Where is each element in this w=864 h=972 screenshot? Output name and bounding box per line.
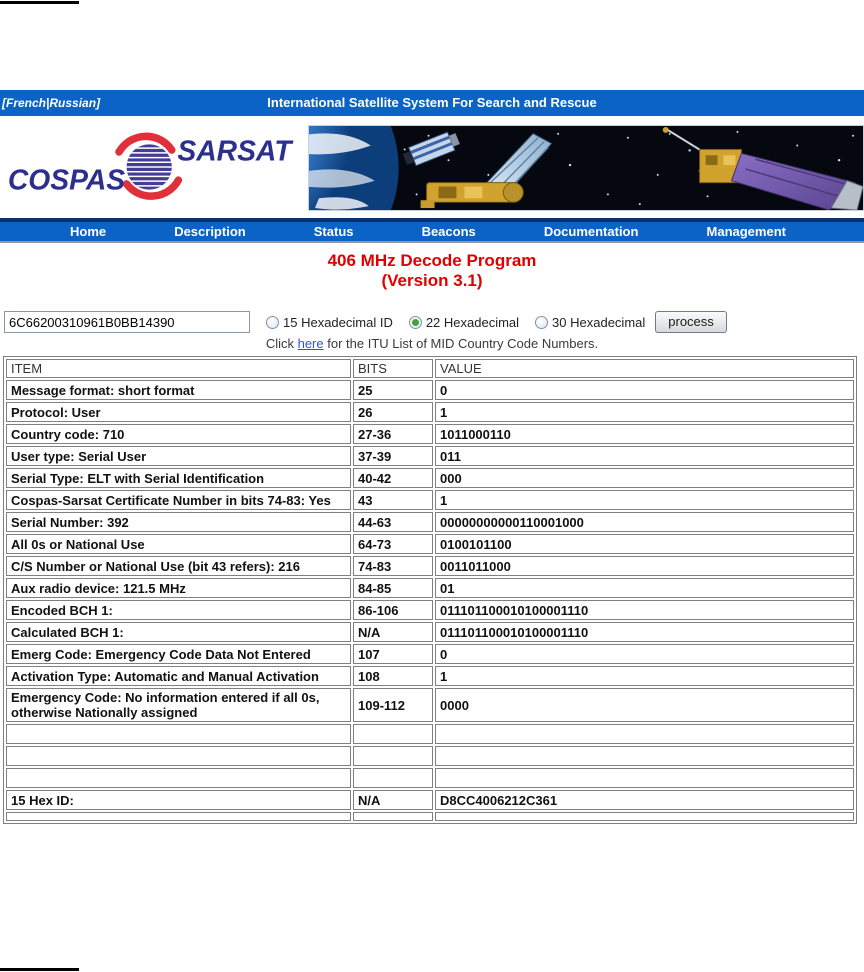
page-title-line1: 406 MHz Decode Program [327, 251, 537, 270]
table-cell: User type: Serial User [6, 446, 351, 466]
main-nav [0, 218, 864, 243]
table-cell: 1 [435, 402, 854, 422]
table-cell: 0 [435, 644, 854, 664]
table-cell: 107 [353, 644, 433, 664]
page-title-line2: (Version 3.1) [381, 271, 483, 290]
table-cell: Encoded BCH 1: [6, 600, 351, 620]
table-row [6, 578, 854, 598]
table-row [6, 790, 854, 810]
russian-link[interactable]: Russian [49, 96, 97, 110]
table-cell: 1 [435, 666, 854, 686]
table-row [6, 812, 854, 821]
table-row [6, 724, 854, 744]
table-cell: 74-83 [353, 556, 433, 576]
header-bar [0, 90, 864, 116]
earth [309, 126, 399, 210]
table-cell: Serial Type: ELT with Serial Identification [6, 468, 351, 488]
table-row [6, 424, 854, 444]
table-cell: 109-112 [353, 688, 433, 722]
table-cell: Cospas-Sarsat Certificate Number in bits 74-83: Yes [6, 490, 351, 510]
table-cell: 86-106 [353, 600, 433, 620]
column-header: ITEM [6, 359, 351, 378]
nav-item-description[interactable]: Description [174, 224, 246, 239]
table-cell [6, 746, 351, 766]
table-cell: 1 [435, 490, 854, 510]
table-cell [435, 724, 854, 744]
itu-suffix: for the ITU List of MID Country Code Numbers. [323, 336, 599, 351]
table-cell [353, 768, 433, 788]
table-cell: Emerg Code: Emergency Code Data Not Entered [6, 644, 351, 664]
table-cell: 011101100010100001110 [435, 600, 854, 620]
radio-button-icon [535, 316, 548, 329]
table-cell: 44-63 [353, 512, 433, 532]
table-cell [353, 812, 433, 821]
process-button[interactable]: process [655, 311, 727, 333]
table-row [6, 402, 854, 422]
language-links [2, 96, 100, 110]
table-cell: 01 [435, 578, 854, 598]
radio-button-icon [409, 316, 422, 329]
table-cell [6, 812, 351, 821]
bottom-horizontal-rule [0, 968, 79, 971]
table-cell: 1011000110 [435, 424, 854, 444]
table-cell: 37-39 [353, 446, 433, 466]
separator: | [46, 96, 50, 110]
nav-item-home[interactable]: Home [70, 224, 107, 239]
table-row [6, 768, 854, 788]
table-cell: 25 [353, 380, 433, 400]
table-row [6, 746, 854, 766]
table-row [6, 644, 854, 664]
table-cell [435, 746, 854, 766]
decode-table-body [6, 359, 854, 821]
radio-button-icon [266, 316, 279, 329]
table-cell: 84-85 [353, 578, 433, 598]
bracket: [ [2, 96, 6, 110]
table-cell [435, 812, 854, 821]
table-cell: Message format: short format [6, 380, 351, 400]
table-cell: Protocol: User [6, 402, 351, 422]
table-cell: 00000000000110001000 [435, 512, 854, 532]
table-cell: D8CC4006212C361 [435, 790, 854, 810]
logo-text-cospas: COSPAS [7, 163, 126, 196]
decode-controls [4, 309, 860, 335]
table-cell [353, 724, 433, 744]
radio-label: 22 Hexadecimal [425, 314, 520, 330]
table-row [6, 468, 854, 488]
table-cell: 0011011000 [435, 556, 854, 576]
cospas-sarsat-logo[interactable] [6, 128, 298, 206]
table-cell: All 0s or National Use [6, 534, 351, 554]
nav-item-beacons[interactable]: Beacons [421, 224, 476, 239]
table-cell: 27-36 [353, 424, 433, 444]
table-cell: C/S Number or National Use (bit 43 refers): 216 [6, 556, 351, 576]
table-cell: 0100101100 [435, 534, 854, 554]
table-cell [6, 724, 351, 744]
table-cell: Activation Type: Automatic and Manual Activation [6, 666, 351, 686]
table-cell: 0 [435, 380, 854, 400]
table-row [6, 490, 854, 510]
nav-item-management[interactable]: Management [706, 224, 786, 239]
site-title: International Satellite System For Search and Rescue [267, 95, 597, 110]
logo-text-sarsat: SARSAT [177, 134, 292, 167]
decode-table [3, 356, 857, 824]
table-cell: Emergency Code: No information entered if all 0s, otherwise Nationally assigned [6, 688, 351, 722]
table-row [6, 666, 854, 686]
radio-22-hexadecimal[interactable] [409, 315, 519, 330]
french-link[interactable]: French [6, 96, 47, 110]
page-title [0, 251, 864, 291]
table-row [6, 534, 854, 554]
radio-label: 15 Hexadecimal ID [283, 314, 393, 330]
itu-prefix: Click [265, 336, 298, 351]
radio-label: 30 Hexadecimal [552, 314, 646, 330]
table-cell: 26 [353, 402, 433, 422]
table-cell: N/A [353, 622, 433, 642]
table-row [6, 600, 854, 620]
table-cell: 43 [353, 490, 433, 510]
table-header-row [6, 359, 854, 378]
column-header: VALUE [435, 359, 854, 378]
table-cell: N/A [353, 790, 433, 810]
table-cell: 15 Hex ID: [6, 790, 351, 810]
table-cell: Country code: 710 [6, 424, 351, 444]
table-cell: Aux radio device: 121.5 MHz [6, 578, 351, 598]
radio-15-hexadecimal-id[interactable] [266, 315, 393, 330]
table-cell [6, 768, 351, 788]
radio-30-hexadecimal[interactable] [535, 315, 645, 330]
table-cell: 64-73 [353, 534, 433, 554]
nav-item-status[interactable]: Status [313, 224, 354, 239]
nav-item-documentation[interactable]: Documentation [543, 224, 639, 239]
table-row [6, 380, 854, 400]
top-horizontal-rule [0, 1, 79, 4]
itu-link-line [0, 336, 864, 351]
table-row [6, 622, 854, 642]
table-row [6, 688, 854, 722]
satellite-banner-image [308, 125, 864, 211]
table-cell: 108 [353, 666, 433, 686]
logo-banner-row [0, 116, 864, 218]
hex-id-input[interactable] [4, 311, 250, 333]
table-row [6, 512, 854, 532]
table-row [6, 556, 854, 576]
table-row [6, 446, 854, 466]
table-cell: 0000 [435, 688, 854, 722]
table-cell [435, 768, 854, 788]
table-cell: 40-42 [353, 468, 433, 488]
bracket: ] [96, 96, 101, 110]
table-cell: Serial Number: 392 [6, 512, 351, 532]
table-cell: 011 [435, 446, 854, 466]
column-header: BITS [353, 359, 433, 378]
table-cell [353, 746, 433, 766]
table-cell: Calculated BCH 1: [6, 622, 351, 642]
table-cell: 011101100010100001110 [435, 622, 854, 642]
table-cell: 000 [435, 468, 854, 488]
itu-here-link[interactable]: here [297, 336, 324, 351]
